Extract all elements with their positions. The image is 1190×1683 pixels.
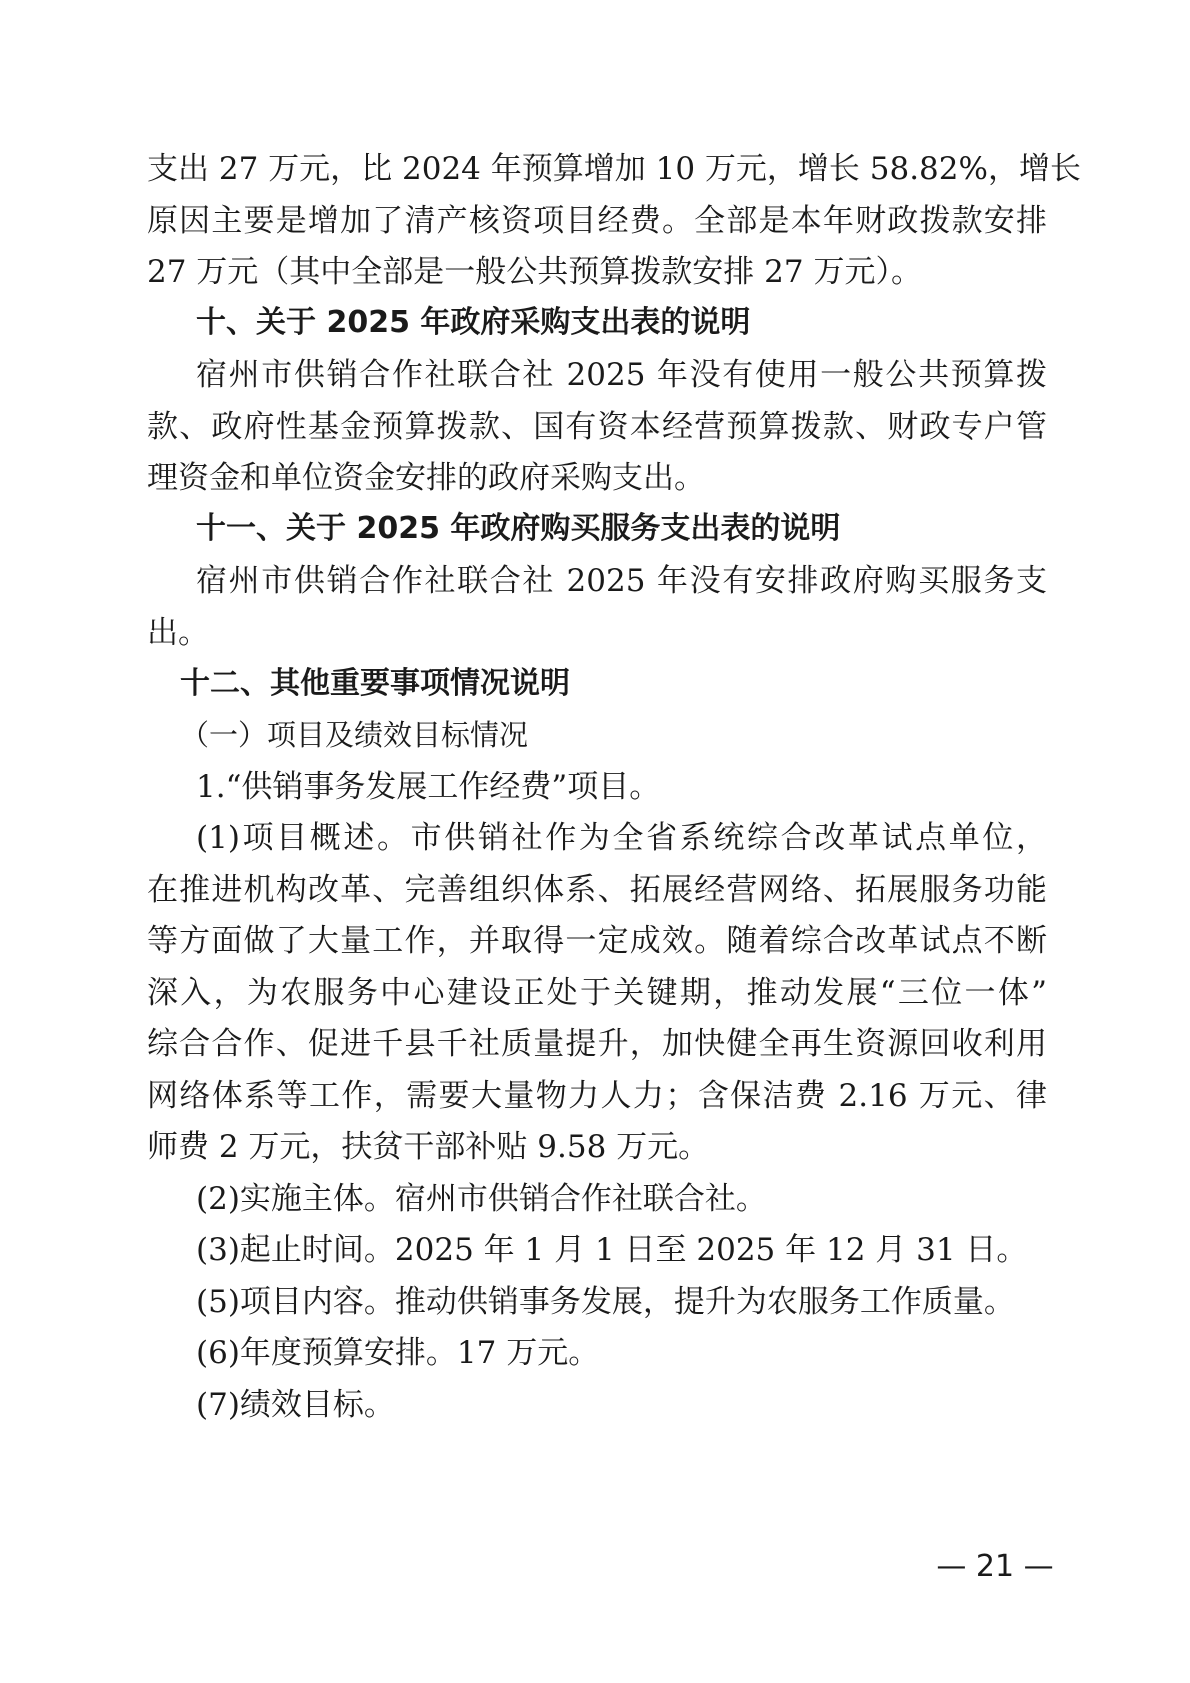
section-heading-twelve: 十二、其他重要事项情况说明 bbox=[180, 666, 570, 701]
paragraph-line: 款、政府性基金预算拨款、国有资本经营预算拨款、财政专户管 bbox=[147, 409, 1047, 445]
paragraph-line: 深入，为农服务中心建设正处于关键期，推动发展“三位一体” bbox=[147, 975, 1047, 1011]
paragraph-line: 综合合作、促进千县千社质量提升，加快健全再生资源回收利用 bbox=[147, 1026, 1047, 1062]
paragraph-line: 宿州市供销合作社联合社 2025 年没有使用一般公共预算拨 bbox=[196, 357, 1047, 393]
subsection-heading: （一）项目及绩效目标情况 bbox=[180, 718, 529, 752]
paragraph-line: 在推进机构改革、完善组织体系、拓展经营网络、拓展服务功能 bbox=[147, 872, 1047, 908]
paragraph-line: (1)项目概述。市供销社作为全省系统综合改革试点单位， bbox=[196, 820, 1047, 856]
paragraph-line: 27 万元（其中全部是一般公共预算拨款安排 27 万元）。 bbox=[147, 254, 922, 290]
paragraph-line: 网络体系等工作，需要大量物力人力；含保洁费 2.16 万元、律 bbox=[147, 1078, 1047, 1114]
paragraph-line: 支出 27 万元，比 2024 年预算增加 10 万元，增长 58.82%，增长 bbox=[147, 151, 1081, 187]
paragraph-line: 师费 2 万元，扶贫干部补贴 9.58 万元。 bbox=[147, 1129, 710, 1165]
project-title: 1.“供销事务发展工作经费”项目。 bbox=[196, 769, 661, 805]
paragraph-line: 理资金和单位资金安排的政府采购支出。 bbox=[147, 460, 705, 496]
paragraph-line: 原因主要是增加了清产核资项目经费。全部是本年财政拨款安排 bbox=[147, 203, 1047, 239]
paragraph-line: (5)项目内容。推动供销事务发展，提升为农服务工作质量。 bbox=[196, 1284, 1015, 1320]
paragraph-line: (7)绩效目标。 bbox=[196, 1387, 395, 1423]
section-heading-ten: 十、关于 2025 年政府采购支出表的说明 bbox=[196, 305, 751, 340]
paragraph-line: (6)年度预算安排。17 万元。 bbox=[196, 1335, 600, 1371]
paragraph-line: 宿州市供销合作社联合社 2025 年没有安排政府购买服务支 bbox=[196, 563, 1047, 599]
section-heading-eleven: 十一、关于 2025 年政府购买服务支出表的说明 bbox=[196, 511, 841, 546]
paragraph-line: 等方面做了大量工作，并取得一定成效。随着综合改革试点不断 bbox=[147, 923, 1047, 959]
paragraph-line: (2)实施主体。宿州市供销合作社联合社。 bbox=[196, 1181, 767, 1217]
paragraph-line: 出。 bbox=[147, 615, 209, 651]
page-number: — 21 — bbox=[936, 1549, 1054, 1584]
paragraph-line: (3)起止时间。2025 年 1 月 1 日至 2025 年 12 月 31 日。 bbox=[196, 1232, 1028, 1268]
